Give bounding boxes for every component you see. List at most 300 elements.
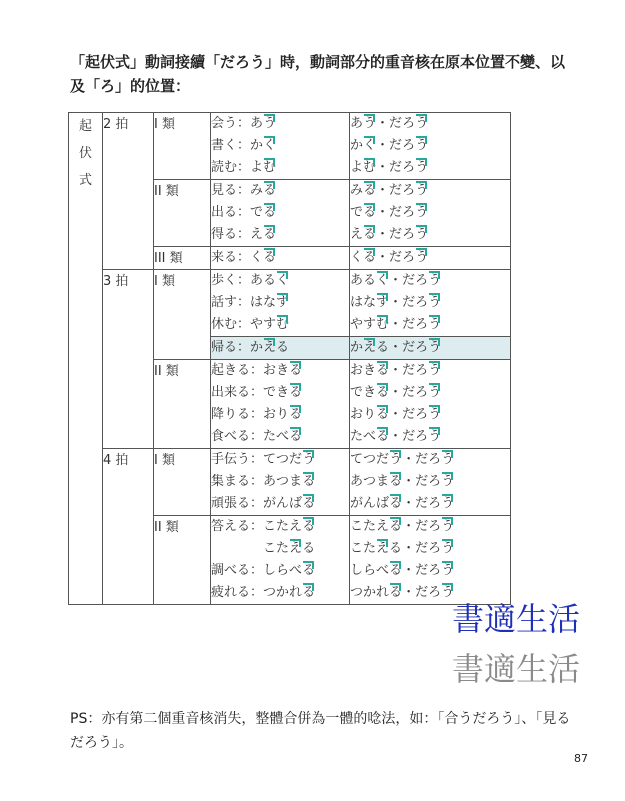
accent-table: [68, 112, 511, 605]
kana-char: か: [363, 585, 377, 600]
kana-char: ろ: [428, 563, 442, 578]
kana-char: が: [350, 496, 364, 511]
kana-char: る: [389, 474, 403, 489]
kana-char: ん: [276, 496, 290, 511]
kana-char: よ: [350, 160, 364, 175]
verb-label: 疲れる：: [211, 585, 264, 600]
kana-char: か: [250, 138, 264, 153]
kana-char: が: [263, 496, 277, 511]
kana-char: む: [363, 160, 377, 175]
word-line: [211, 516, 349, 538]
group-cell: [69, 113, 103, 605]
kana-char: れ: [376, 585, 390, 600]
darou-line: [350, 404, 510, 426]
kana-char: た: [263, 429, 277, 444]
darou-cell: [350, 449, 511, 516]
darou-line: [350, 360, 510, 382]
kana-char: る: [302, 474, 316, 489]
kana-char: う: [441, 585, 455, 600]
kana-char: か: [350, 340, 364, 355]
kana-char: る: [363, 227, 377, 242]
kana-char: る: [263, 273, 277, 288]
kana-char: だ: [415, 474, 429, 489]
kana-char: や: [250, 317, 264, 332]
kana-char: ・: [402, 563, 416, 578]
kana-char: る: [302, 585, 316, 600]
kana-char: き: [276, 385, 290, 400]
kana-char: ん: [363, 496, 377, 511]
darou-cell: [350, 270, 511, 337]
kana-char: う: [441, 541, 455, 556]
darou-line: [350, 113, 510, 135]
kana-char: ・: [402, 496, 416, 511]
kana-char: た: [363, 541, 377, 556]
kana-char: ・: [389, 273, 403, 288]
kana-char: う: [428, 317, 442, 332]
kana-char: ・: [389, 363, 403, 378]
word-line: [211, 449, 349, 471]
darou-cell: [350, 337, 511, 360]
kana-char: つ: [263, 585, 277, 600]
kana-char: う: [415, 183, 429, 198]
darou-line: [350, 292, 510, 314]
darou-line: [350, 337, 510, 359]
ps-note: PS：亦有第二個重音核消失，整體合併為一體的唸法，如：「合うだろう」、「見るだろう」。: [70, 711, 571, 751]
verb-label: 頑張る：: [211, 496, 264, 511]
verb-label: 書く：: [211, 138, 251, 153]
kana-char: だ: [415, 452, 429, 467]
kana-char: ろ: [415, 273, 429, 288]
kana-char: あ: [350, 116, 364, 131]
kana-char: ろ: [402, 205, 416, 220]
kana-char: む: [276, 317, 290, 332]
kana-char: う: [441, 474, 455, 489]
word-line: [211, 247, 349, 269]
verb-label: 調べる：: [211, 563, 264, 578]
verb-label: 帰る：: [211, 340, 251, 355]
verb-label: 歩く：: [211, 273, 251, 288]
kana-char: る: [302, 496, 316, 511]
kana-char: う: [415, 160, 429, 175]
kana-char: く: [276, 273, 290, 288]
kana-char: ろ: [428, 519, 442, 534]
kana-char: え: [263, 340, 277, 355]
kana-char: る: [363, 273, 377, 288]
mora-cell: 4 拍: [103, 449, 154, 605]
kana-char: あ: [250, 116, 264, 131]
kana-char: れ: [289, 585, 303, 600]
kana-char: う: [415, 116, 429, 131]
kana-char: べ: [289, 563, 303, 578]
kana-char: る: [389, 585, 403, 600]
watermark-blue: 書適生活: [452, 600, 581, 638]
kana-char: だ: [389, 205, 403, 220]
kana-char: ろ: [428, 452, 442, 467]
kana-char: ろ: [415, 295, 429, 310]
kana-char: く: [350, 250, 364, 265]
kana-char: ろ: [415, 340, 429, 355]
darou-cell: [350, 113, 511, 180]
verb-label: 読む：: [211, 160, 251, 175]
group-char: 伏: [78, 146, 92, 161]
word-cell: [211, 270, 350, 337]
kana-char: ・: [402, 541, 416, 556]
kana-char: つ: [363, 474, 377, 489]
kana-char: だ: [402, 429, 416, 444]
kana-char: ら: [276, 563, 290, 578]
kana-char: う: [441, 519, 455, 534]
kana-char: だ: [289, 452, 303, 467]
darou-cell: [350, 180, 511, 247]
kana-char: う: [389, 452, 403, 467]
kana-char: う: [415, 250, 429, 265]
kana-char: る: [263, 250, 277, 265]
darou-line: [350, 516, 510, 538]
kana-char: ・: [376, 116, 390, 131]
kana-char: ろ: [402, 160, 416, 175]
word-cell: [211, 360, 350, 449]
kana-char: す: [276, 295, 290, 310]
kana-char: る: [289, 385, 303, 400]
kana-char: ・: [402, 474, 416, 489]
kana-char: ろ: [402, 116, 416, 131]
kana-char: く: [376, 273, 390, 288]
kana-char: た: [276, 519, 290, 534]
darou-line: [350, 157, 510, 179]
kana-char: う: [428, 407, 442, 422]
kana-char: ・: [376, 205, 390, 220]
kana-char: や: [350, 317, 364, 332]
kana-char: ろ: [402, 227, 416, 242]
kana-char: ・: [402, 519, 416, 534]
kana-char: な: [263, 295, 277, 310]
kana-char: う: [415, 138, 429, 153]
kana-char: る: [289, 407, 303, 422]
word-line: [211, 224, 349, 246]
kana-char: る: [263, 205, 277, 220]
kana-char: か: [276, 585, 290, 600]
verb-label: 起きる：: [211, 363, 264, 378]
kana-char: つ: [276, 452, 290, 467]
kana-char: る: [376, 340, 390, 355]
kana-char: る: [376, 363, 390, 378]
kana-char: る: [263, 227, 277, 242]
kana-char: う: [428, 385, 442, 400]
kana-char: ろ: [415, 363, 429, 378]
verb-label: 食べる：: [211, 429, 264, 444]
kana-char: る: [389, 496, 403, 511]
kana-char: ・: [402, 585, 416, 600]
word-line: [211, 360, 349, 382]
kana-char: で: [263, 385, 277, 400]
kana-char: こ: [350, 519, 364, 534]
kana-char: ま: [376, 474, 390, 489]
word-line: [211, 292, 349, 314]
word-line: [211, 135, 349, 157]
kana-char: つ: [276, 474, 290, 489]
kana-char: つ: [350, 585, 364, 600]
word-line: [211, 493, 349, 515]
kana-char: た: [363, 519, 377, 534]
kana-char: す: [376, 295, 390, 310]
kana-char: し: [350, 563, 364, 578]
kana-char: ・: [376, 250, 390, 265]
kana-char: す: [363, 317, 377, 332]
word-cell: [211, 337, 350, 360]
verb-label: 出来る：: [211, 385, 264, 400]
kana-char: だ: [415, 563, 429, 578]
mora-cell: 2 拍: [103, 113, 154, 270]
word-line: [211, 560, 349, 582]
kana-char: ば: [289, 496, 303, 511]
word-line: [211, 538, 349, 560]
darou-line: [350, 314, 510, 336]
kana-char: は: [350, 295, 364, 310]
kana-char: む: [263, 160, 277, 175]
darou-line: [350, 382, 510, 404]
word-cell: [211, 247, 350, 270]
kana-char: え: [289, 541, 303, 556]
word-line: [211, 404, 349, 426]
kana-char: う: [428, 363, 442, 378]
verb-label: 休む：: [211, 317, 251, 332]
kana-char: ・: [376, 227, 390, 242]
kana-char: ・: [389, 317, 403, 332]
kana-char: き: [363, 363, 377, 378]
verb-label: 集まる：: [211, 474, 264, 489]
darou-line: [350, 270, 510, 292]
verb-label: 得る：: [211, 227, 251, 242]
kana-char: ・: [402, 452, 416, 467]
kana-char: う: [428, 295, 442, 310]
kana-char: か: [350, 138, 364, 153]
kana-char: る: [263, 183, 277, 198]
darou-line: [350, 538, 510, 560]
kana-char: う: [428, 340, 442, 355]
mora-cell: 3 拍: [103, 270, 154, 449]
kana-char: だ: [402, 385, 416, 400]
kana-char: き: [363, 385, 377, 400]
word-line: [211, 426, 349, 448]
kana-char: べ: [363, 429, 377, 444]
kana-char: ・: [376, 138, 390, 153]
kana-char: く: [263, 138, 277, 153]
kana-char: で: [250, 205, 264, 220]
verb-label: 見る：: [211, 183, 251, 198]
kana-char: だ: [415, 585, 429, 600]
word-line: [211, 113, 349, 135]
kana-char: る: [389, 541, 403, 556]
darou-line: [350, 493, 510, 515]
kana-char: べ: [376, 563, 390, 578]
kana-char: は: [250, 295, 264, 310]
darou-line: [350, 224, 510, 246]
kana-char: だ: [402, 363, 416, 378]
kana-char: お: [263, 407, 277, 422]
kana-char: む: [376, 317, 390, 332]
darou-line: [350, 449, 510, 471]
kana-char: み: [350, 183, 364, 198]
watermark-gray: 書適生活: [452, 650, 581, 688]
word-line: [211, 202, 349, 224]
word-line: [211, 180, 349, 202]
kana-char: で: [350, 385, 364, 400]
kana-char: べ: [276, 429, 290, 444]
kana-char: う: [363, 116, 377, 131]
kana-char: う: [428, 429, 442, 444]
kana-char: え: [363, 340, 377, 355]
kana-char: だ: [389, 227, 403, 242]
verb-label: 出る：: [211, 205, 251, 220]
kana-char: る: [363, 183, 377, 198]
word-line: [211, 337, 349, 359]
kana-char: う: [441, 496, 455, 511]
kana-char: う: [415, 205, 429, 220]
kana-char: ろ: [415, 407, 429, 422]
kana-char: る: [376, 385, 390, 400]
kana-char: る: [389, 563, 403, 578]
kana-char: だ: [402, 273, 416, 288]
word-cell: [211, 449, 350, 516]
kana-char: ろ: [415, 429, 429, 444]
verb-label: 答える：: [211, 519, 264, 534]
kana-char: り: [276, 407, 290, 422]
kana-char: う: [441, 563, 455, 578]
group-char: 起: [78, 119, 92, 134]
kana-char: る: [376, 407, 390, 422]
word-line: [211, 314, 349, 336]
darou-line: [350, 135, 510, 157]
kana-char: こ: [263, 541, 277, 556]
kana-char: み: [250, 183, 264, 198]
kana-char: え: [289, 519, 303, 534]
kana-char: あ: [350, 273, 364, 288]
kana-char: て: [350, 452, 364, 467]
kana-char: ば: [376, 496, 390, 511]
kana-char: る: [289, 429, 303, 444]
kana-char: り: [363, 407, 377, 422]
kana-char: て: [263, 452, 277, 467]
kana-char: だ: [389, 183, 403, 198]
kana-char: ・: [389, 407, 403, 422]
darou-line: [350, 202, 510, 224]
kana-char: ・: [389, 340, 403, 355]
kana-char: た: [276, 541, 290, 556]
kana-char: る: [302, 519, 316, 534]
type-cell: I 類: [154, 449, 211, 516]
darou-line: [350, 247, 510, 269]
darou-cell: [350, 516, 511, 605]
kana-char: だ: [402, 340, 416, 355]
kana-char: る: [302, 541, 316, 556]
kana-char: あ: [263, 474, 277, 489]
type-cell: II 類: [154, 360, 211, 449]
kana-char: だ: [389, 138, 403, 153]
kana-char: ・: [389, 295, 403, 310]
kana-char: た: [350, 429, 364, 444]
word-cell: [211, 113, 350, 180]
kana-char: あ: [350, 474, 364, 489]
darou-line: [350, 426, 510, 448]
kana-char: う: [415, 227, 429, 242]
kana-char: え: [376, 519, 390, 534]
kana-char: お: [350, 363, 364, 378]
kana-char: え: [350, 227, 364, 242]
kana-char: お: [263, 363, 277, 378]
kana-char: し: [263, 563, 277, 578]
darou-line: [350, 471, 510, 493]
group-char: 式: [78, 173, 92, 188]
darou-line: [350, 180, 510, 202]
word-cell: [211, 516, 350, 605]
kana-char: ろ: [402, 183, 416, 198]
type-cell: I 類: [154, 270, 211, 360]
kana-char: か: [250, 340, 264, 355]
kana-char: ろ: [428, 585, 442, 600]
kana-char: る: [363, 205, 377, 220]
kana-char: だ: [415, 541, 429, 556]
type-cell: II 類: [154, 516, 211, 605]
kana-char: だ: [376, 452, 390, 467]
darou-cell: [350, 247, 511, 270]
verb-label: 降りる：: [211, 407, 264, 422]
word-cell: [211, 180, 350, 247]
kana-char: だ: [389, 116, 403, 131]
kana-char: ま: [289, 474, 303, 489]
kana-char: ら: [363, 563, 377, 578]
kana-char: ろ: [402, 250, 416, 265]
kana-char: よ: [250, 160, 264, 175]
verb-label: 来る：: [211, 250, 251, 265]
verb-label: 手伝う：: [211, 452, 264, 467]
kana-char: す: [263, 317, 277, 332]
kana-char: う: [441, 452, 455, 467]
kana-char: だ: [415, 519, 429, 534]
kana-char: う: [263, 116, 277, 131]
kana-char: ろ: [415, 317, 429, 332]
word-line: [211, 582, 349, 604]
word-line: [211, 471, 349, 493]
verb-label: 話す：: [211, 295, 251, 310]
kana-char: こ: [263, 519, 277, 534]
kana-char: こ: [350, 541, 364, 556]
kana-char: あ: [250, 273, 264, 288]
word-line: [211, 157, 349, 179]
word-line: [211, 382, 349, 404]
type-cell: I 類: [154, 113, 211, 180]
kana-char: だ: [402, 317, 416, 332]
kana-char: だ: [389, 160, 403, 175]
kana-char: お: [350, 407, 364, 422]
kana-char: う: [428, 273, 442, 288]
kana-char: だ: [402, 407, 416, 422]
kana-char: ろ: [415, 385, 429, 400]
intro-text: 「起伏式」動詞接續「だろう」時，動詞部分的重音核在原本位置不變、以及「ろ」的位置：: [70, 53, 566, 95]
kana-char: ろ: [428, 496, 442, 511]
darou-line: [350, 560, 510, 582]
kana-char: る: [302, 563, 316, 578]
darou-cell: [350, 360, 511, 449]
kana-char: る: [389, 519, 403, 534]
kana-char: え: [376, 541, 390, 556]
kana-char: だ: [402, 295, 416, 310]
kana-char: だ: [389, 250, 403, 265]
kana-char: る: [289, 363, 303, 378]
type-cell: III 類: [154, 247, 211, 270]
kana-char: だ: [415, 496, 429, 511]
kana-char: ・: [376, 160, 390, 175]
kana-char: つ: [363, 452, 377, 467]
